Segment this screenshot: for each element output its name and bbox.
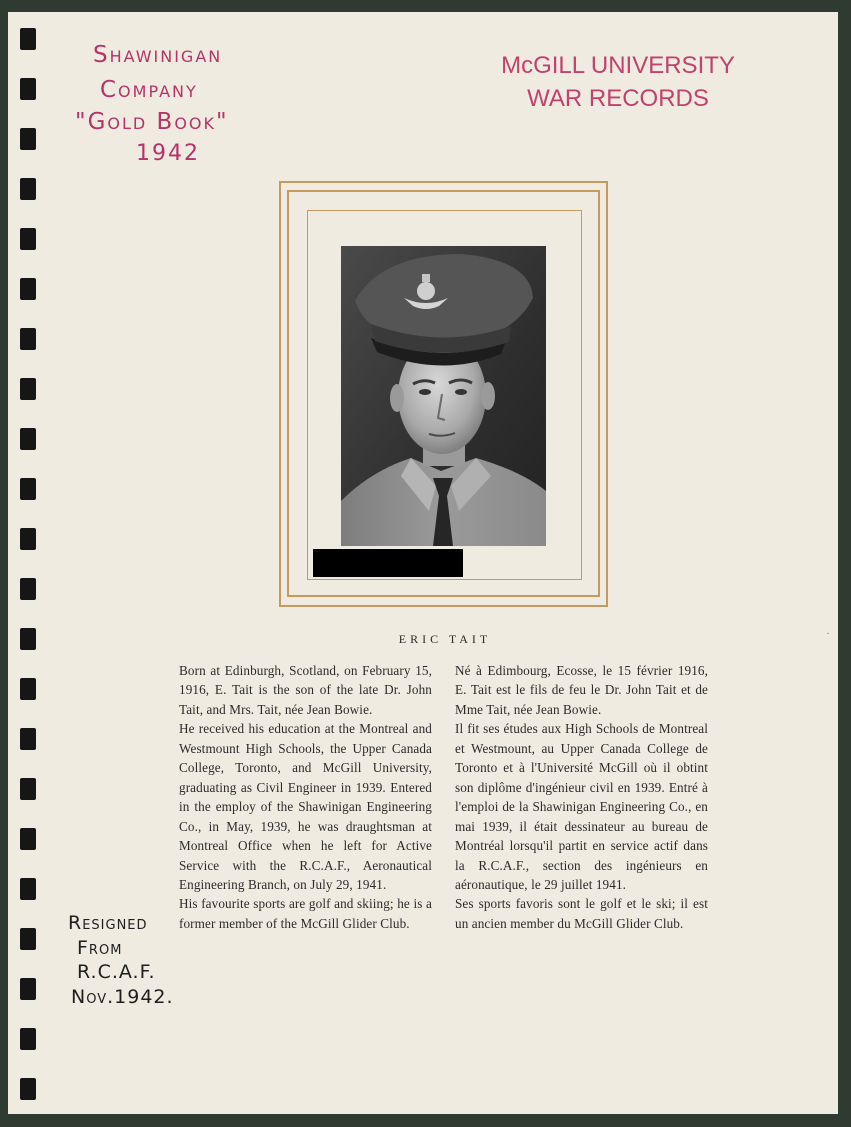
binding-hole <box>20 678 36 700</box>
stamp-line: WAR RECORDS <box>527 85 709 112</box>
french-paragraph: Il fit ses études aux High Schools de Montreal et Westmount, au Upper Canada College de Toronto et à l'Université McGill où il obtint son diplôme d'ingénieur civil en 1939. Entré à l'emploi de la Shawinigan Engineering Co., en mai 1939, il était dessinateur au bureau de Montréal lorsqu'il partit en service actif dans la R.C.A.F., section des ingénieurs en aéronautique, le 29 juillet 1941. <box>455 721 708 892</box>
binding-hole <box>20 428 36 450</box>
pencil-line: R.C.A.F. <box>77 961 156 983</box>
binding-hole <box>20 28 36 50</box>
english-biography <box>179 661 432 933</box>
binding-hole <box>20 778 36 800</box>
handwritten-line: Shawinigan <box>93 42 223 68</box>
stamp-line: McGILL UNIVERSITY <box>501 52 735 79</box>
handwritten-line: 1942 <box>136 141 200 166</box>
portrait-photo <box>341 246 546 546</box>
binding-hole <box>20 728 36 750</box>
binding-hole <box>20 1078 36 1100</box>
binding-hole <box>20 178 36 200</box>
binding-hole <box>20 78 36 100</box>
binding-hole <box>20 1028 36 1050</box>
binding-hole <box>20 528 36 550</box>
binding-hole <box>20 228 36 250</box>
english-paragraph: Born at Edinburgh, Scotland, on February 15, 1916, E. Tait is the son of the late Dr. John Tait, and Mrs. Tait, née Jean Bowie. <box>179 663 432 717</box>
french-paragraph: Né à Edimbourg, Ecosse, le 15 février 1916, E. Tait est le fils de feu le Dr. John Tait et de Mme Tait, née Jean Bowie. <box>455 663 708 717</box>
pencil-line: Resigned <box>68 912 148 934</box>
binding-hole <box>20 328 36 350</box>
french-paragraph: Ses sports favoris sont le golf et le ski; il est un ancien member du McGill Glider Club. <box>455 896 708 931</box>
binding-hole <box>20 278 36 300</box>
paper-mark: · <box>826 626 830 640</box>
binding-hole <box>20 878 36 900</box>
handwritten-line: "Gold Book" <box>75 109 229 135</box>
english-paragraph: His favourite sports are golf and skiing; he is a former member of the McGill Glider Club. <box>179 896 432 931</box>
binding-hole <box>20 978 36 1000</box>
binding-hole <box>20 128 36 150</box>
binding-hole <box>20 578 36 600</box>
english-paragraph: He received his education at the Montreal and Westmount High Schools, the Upper Canada College, Toronto, and McGill University, graduating as Civil Engineer in 1939. Entered in the employ of the Shawinigan Engineering Co., in May, 1939, he was draughtsman at Montreal Office when he left for Active Service with the R.C.A.F., Aeronautical Engineering Branch, on July 29, 1941. <box>179 721 432 892</box>
handwritten-line: Company <box>100 77 198 103</box>
pencil-line: Nov.1942. <box>71 986 174 1008</box>
pencil-line: From <box>77 937 123 959</box>
person-name: ERIC TAIT <box>398 632 492 646</box>
french-biography <box>455 661 708 933</box>
binding-hole <box>20 378 36 400</box>
redaction-bar <box>313 549 463 577</box>
binding-hole <box>20 478 36 500</box>
binding-hole <box>20 828 36 850</box>
binding-hole <box>20 628 36 650</box>
binding-hole <box>20 928 36 950</box>
archive-stamp <box>478 49 758 115</box>
